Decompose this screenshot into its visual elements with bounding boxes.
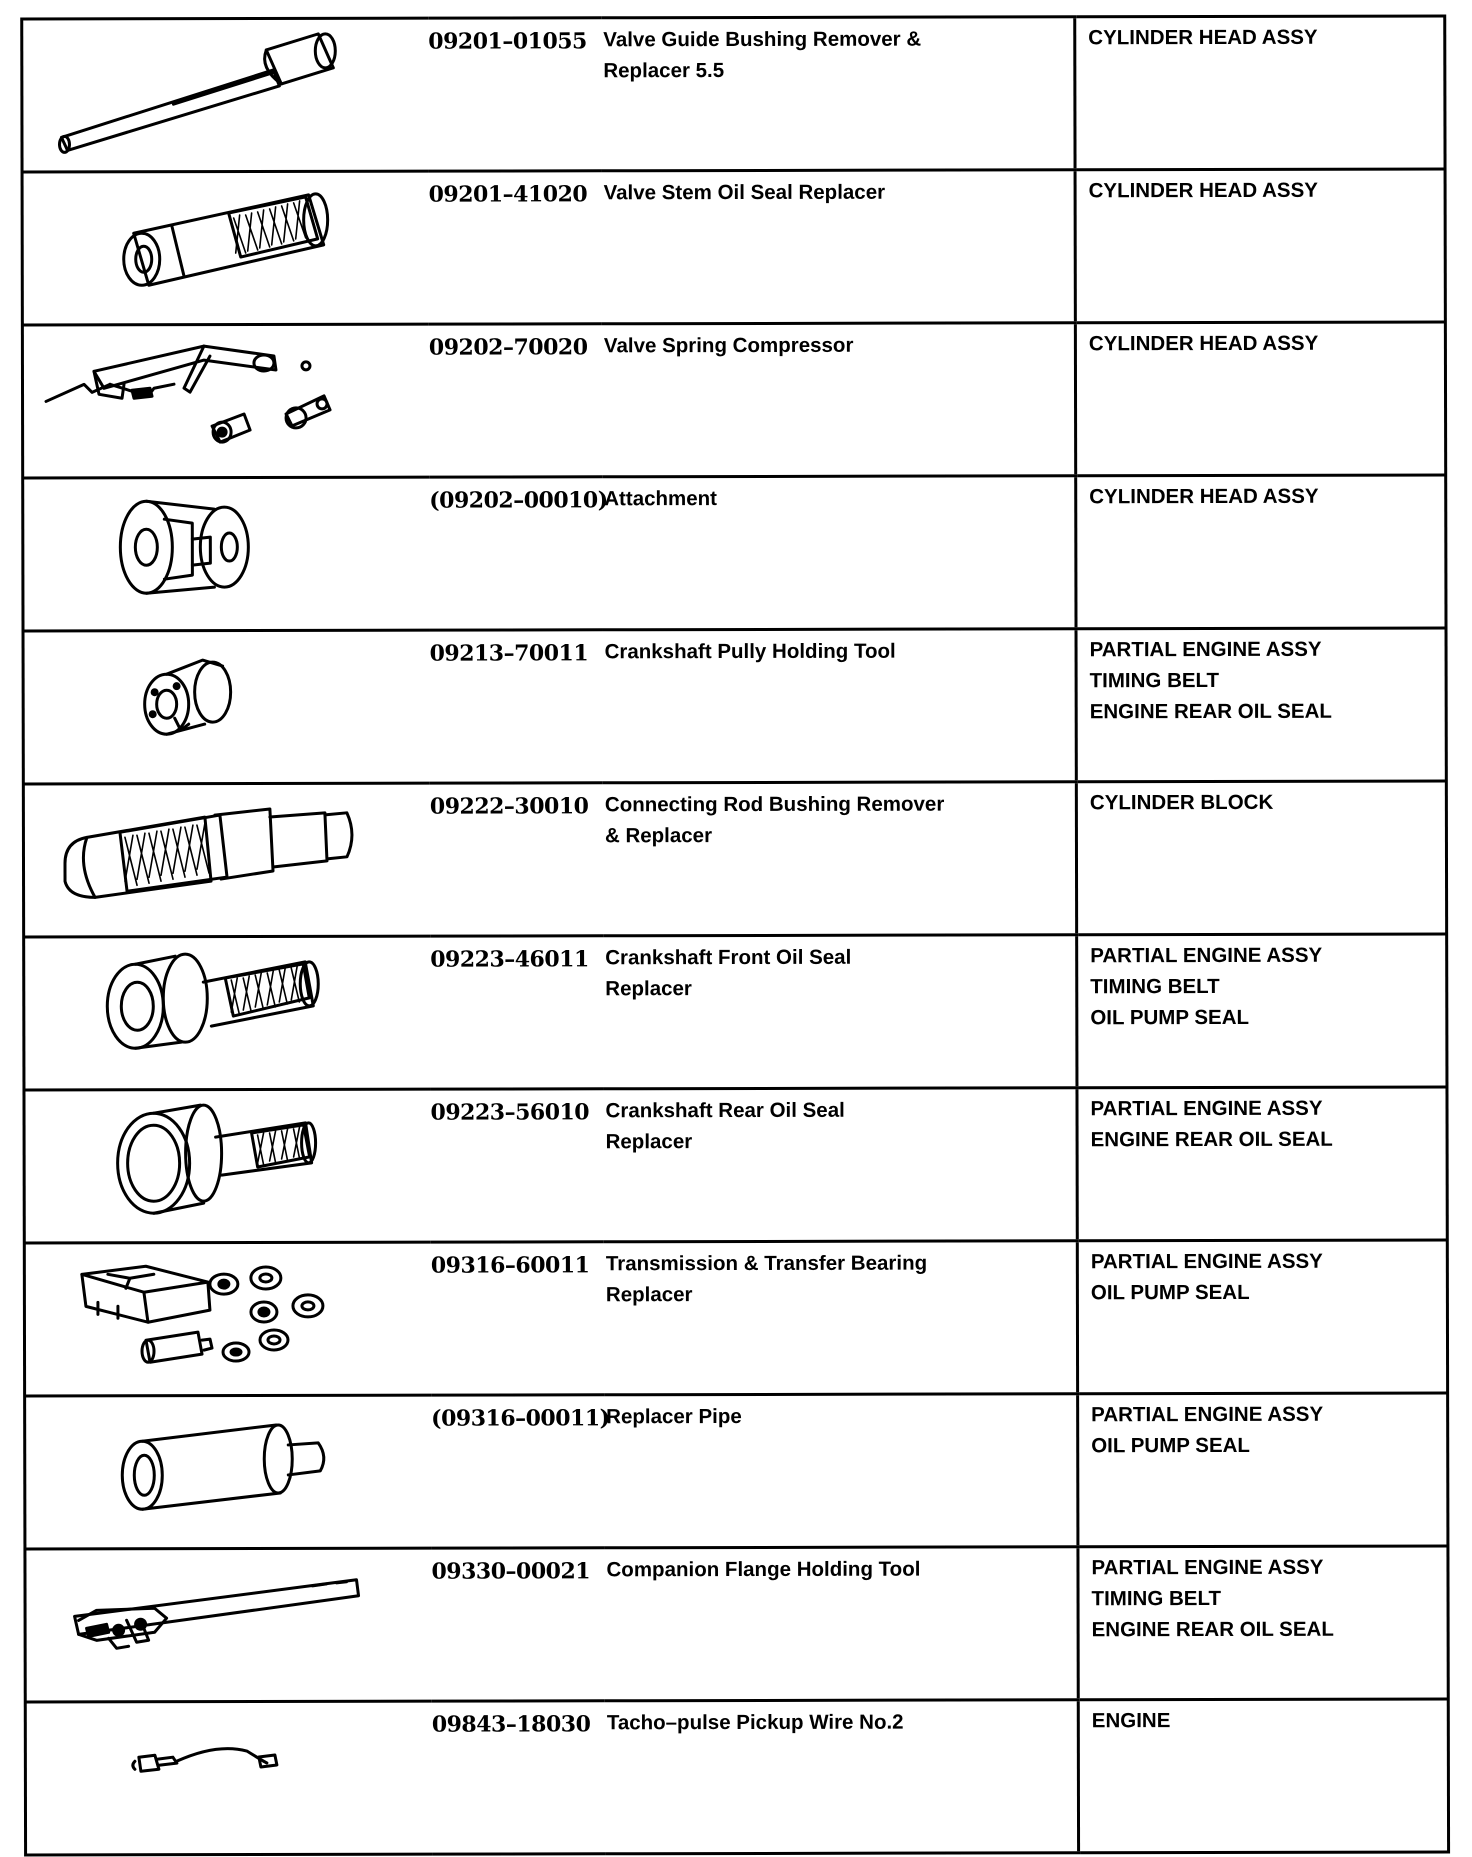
tool-name-line: Crankshaft Pully Holding Tool [604,639,896,664]
tool-name [604,1547,1078,1701]
section-item: PARTIAL ENGINE ASSY [1091,1555,1324,1580]
tool-name-line: Transmission & Transfer Bearing [605,1251,928,1276]
rear-seal-replacer-icon [25,1091,430,1233]
tool-illustration [22,171,429,325]
section-item: OIL PUMP SEAL [1090,1280,1250,1305]
section-list [1077,1087,1447,1241]
tool-name [605,1700,1079,1854]
tool-name-line: Crankshaft Rear Oil Seal [605,1098,845,1123]
section-list [1076,475,1446,629]
part-number: 09223–46011 [430,936,603,1089]
section-item: ENGINE REAR OIL SEAL [1090,1127,1333,1152]
section-item: OIL PUMP SEAL [1090,1005,1250,1030]
table-row [23,628,1446,784]
tool-illustration [23,783,430,937]
section-item: ENGINE [1091,1709,1171,1733]
tool-name-line: Replacer [605,1130,693,1154]
tool-name [602,323,1076,477]
part-number: 09201–41020 [429,171,602,324]
tool-illustration [22,324,429,478]
tool-name-line: Tacho–pulse Pickup Wire No.2 [606,1710,904,1735]
tool-illustration [23,630,430,784]
section-item: PARTIAL ENGINE ASSY [1090,1249,1323,1274]
tool-name-line: Replacer 5.5 [603,59,725,83]
section-list [1075,322,1445,476]
flange-holding-tool-icon [26,1550,431,1692]
spring-compressor-icon [24,326,429,468]
section-item: ENGINE REAR OIL SEAL [1089,699,1332,724]
part-number: 09843–18030 [432,1701,605,1854]
section-list [1078,1546,1448,1700]
part-number: 09202–70020 [429,324,602,477]
section-item: CYLINDER HEAD ASSY [1088,331,1319,356]
tool-name-line: Crankshaft Front Oil Seal [605,945,852,970]
tool-name [604,1241,1078,1395]
section-list [1076,628,1446,782]
tool-name [603,1088,1077,1242]
attachment-icon [24,479,429,621]
tool-name-line: Replacer Pipe [606,1404,742,1429]
tool-illustration [25,1701,432,1855]
table-row [22,169,1445,325]
section-item: OIL PUMP SEAL [1091,1433,1250,1458]
oil-seal-replacer-icon [24,173,429,315]
section-item: CYLINDER HEAD ASSY [1088,25,1318,50]
part-number: 09316–60011 [431,1242,604,1395]
tool-name-line: Attachment [604,487,718,511]
replacer-pipe-icon [26,1397,431,1539]
section-list [1078,1393,1448,1547]
table-row [25,1546,1448,1702]
tool-illustration [24,1242,431,1396]
rod-bushing-remover-icon [25,785,430,927]
section-item: ENGINE REAR OIL SEAL [1091,1617,1334,1642]
section-list [1077,1240,1447,1394]
section-list [1075,169,1445,323]
part-number: (09202–00010) [429,477,602,630]
table-row [23,475,1446,631]
tool-name [603,782,1077,936]
section-list [1075,16,1445,170]
table-row [24,1240,1447,1396]
tool-illustration [25,1395,432,1549]
tool-illustration [23,477,430,631]
pickup-wire-icon [27,1703,432,1845]
part-number: 09213–70011 [430,630,603,783]
section-item: TIMING BELT [1091,1586,1222,1611]
tool-name-line: Connecting Rod Bushing Remover [604,792,945,817]
table-row [23,781,1446,937]
bearing-replacer-kit-icon [26,1244,431,1386]
table-row [22,322,1445,478]
tool-name [602,476,1076,630]
tool-illustration [25,1548,432,1702]
section-item: PARTIAL ENGINE ASSY [1090,1096,1323,1121]
bushing-remover-icon [23,20,428,162]
tool-name [601,17,1075,171]
special-service-tools-table [20,15,1450,1857]
section-item: CYLINDER HEAD ASSY [1088,178,1318,203]
tool-name-line: Valve Spring Compressor [603,333,854,358]
tool-name [604,1394,1078,1548]
part-number: 09223–56010 [430,1089,603,1242]
table-row [25,1393,1448,1549]
tool-illustration [24,1089,431,1243]
tool-illustration [22,18,429,172]
part-number: 09330–00021 [431,1548,604,1701]
part-number: (09316–00011) [431,1395,604,1548]
section-item: CYLINDER BLOCK [1089,790,1274,815]
tool-name [602,170,1076,324]
tool-name-line: Valve Stem Oil Seal Replacer [603,180,886,205]
section-item: TIMING BELT [1090,974,1220,999]
table-row [22,16,1445,172]
tool-name [603,629,1077,783]
tool-name-line: Replacer [605,977,692,1001]
tool-illustration [24,936,431,1090]
section-item: TIMING BELT [1089,668,1220,693]
tool-name [603,935,1077,1089]
table-row [24,934,1447,1090]
table-row [24,1087,1447,1243]
tool-name-line: Valve Guide Bushing Remover & [603,27,922,52]
part-number: 09201–01055 [428,18,601,171]
front-seal-replacer-icon [25,938,430,1080]
tool-name-line: Companion Flange Holding Tool [606,1557,921,1582]
section-item: CYLINDER HEAD ASSY [1089,484,1319,509]
section-list [1078,1699,1448,1853]
section-item: PARTIAL ENGINE ASSY [1090,943,1323,968]
section-item: PARTIAL ENGINE ASSY [1089,637,1322,662]
section-item: PARTIAL ENGINE ASSY [1091,1402,1324,1427]
tool-name-line: & Replacer [604,824,713,848]
pulley-holding-tool-icon [25,632,430,774]
part-number: 09222–30010 [430,783,603,936]
table-row [25,1699,1448,1855]
section-list [1076,781,1446,935]
tool-name-line: Replacer [605,1283,693,1307]
section-list [1077,934,1447,1088]
